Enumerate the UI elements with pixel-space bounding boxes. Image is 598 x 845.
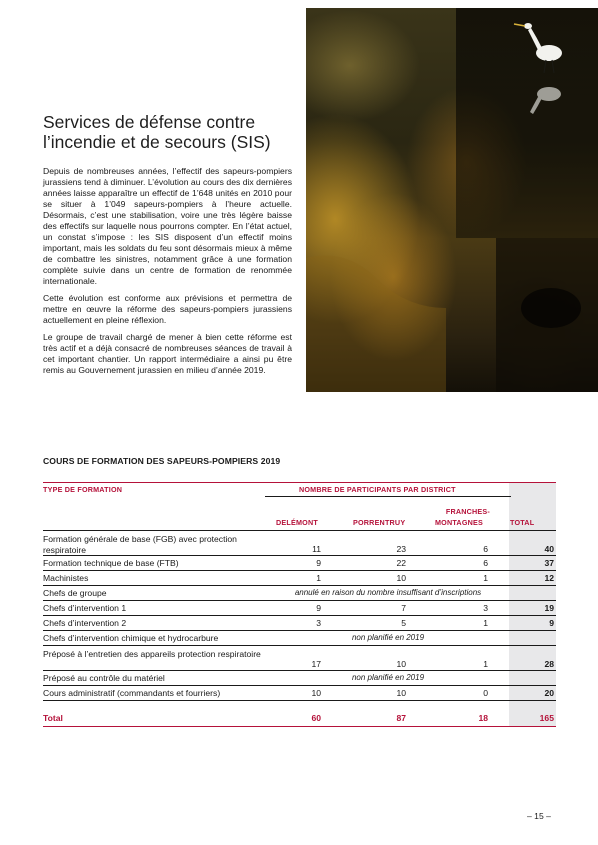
egret-photo xyxy=(306,8,598,392)
cell-porrentruy: 23 xyxy=(396,544,406,554)
cell-franches: 6 xyxy=(483,544,488,554)
table-row xyxy=(43,571,556,586)
row-label: Machinistes xyxy=(43,573,89,583)
cell-porrentruy: 22 xyxy=(396,558,406,568)
row-label: Chefs d’intervention chimique et hydrocarbure xyxy=(43,633,219,643)
row-note: non planifié en 2019 xyxy=(351,633,425,642)
row-note: non planifié en 2019 xyxy=(351,673,425,682)
cell-porrentruy: 10 xyxy=(396,688,406,698)
table-row xyxy=(43,631,556,646)
cell-porrentruy: 7 xyxy=(401,603,406,613)
row-label: Préposé au contrôle du matériel xyxy=(43,673,165,683)
table-row xyxy=(43,601,556,616)
cell-franches: 6 xyxy=(483,558,488,568)
row-note: annulé en raison du nombre insuffisant d’inscriptions xyxy=(294,588,482,597)
body-text xyxy=(43,166,292,382)
cell-franches: 1 xyxy=(483,659,488,669)
cell-franches: 0 xyxy=(483,688,488,698)
cell-porrentruy: 5 xyxy=(401,618,406,628)
paragraph: Cette évolution est conforme aux prévisions et permettra de mettre en œuvre la réforme des sapeurs-pompiers jurassiens actuellement en pleine réflexion. xyxy=(43,293,292,325)
cell-total: 20 xyxy=(544,688,554,698)
total-franches: 18 xyxy=(478,713,488,723)
table-row xyxy=(43,556,556,571)
cell-total: 9 xyxy=(549,618,554,628)
header-group: NOMBRE DE PARTICIPANTS PAR DISTRICT xyxy=(299,485,456,494)
training-table xyxy=(43,482,556,727)
header-porrentruy: PORRENTRUY xyxy=(353,518,406,527)
page-number: – 15 – xyxy=(527,811,551,821)
row-label: Chefs d’intervention 2 xyxy=(43,618,127,628)
cell-total: 12 xyxy=(544,573,554,583)
row-label: Cours administratif (commandants et fourriers) xyxy=(43,688,221,698)
table-total-row xyxy=(43,701,556,727)
cell-total: 28 xyxy=(544,659,554,669)
total-delemont: 60 xyxy=(311,713,321,723)
cell-porrentruy: 10 xyxy=(396,659,406,669)
table-row xyxy=(43,646,556,671)
page-title: Services de défense contre l’incendie et de secours (SIS) xyxy=(43,112,271,152)
cell-delemont: 1 xyxy=(316,573,321,583)
cell-franches: 1 xyxy=(483,618,488,628)
header-accent-rule xyxy=(43,482,556,483)
paragraph: Depuis de nombreuses années, l’effectif des sapeurs-pompiers jurassiens tend à diminuer. L’évolution au cours des dix dernières années laisse apparaître un effectif de 1’648 unités en 2010 pour se situer à 1’049 sapeurs-pompiers à l’heure actuelle. Désormais, c’est une stabilisation, voire une très légère baisse des effectifs sur laquelle nous pourrons compter. En l’état actuel, un constat s’impose : les SIS disposent d’un effectif moins important, mais les soldats du feu sont désormais mieux à même de combattre les sinistres, notamment grâce à une formation complète suivie dans un centre de formation de renommée internationale. xyxy=(43,166,292,286)
cell-franches: 3 xyxy=(483,603,488,613)
row-label: Chefs de groupe xyxy=(43,588,107,598)
row-label: Chefs d’intervention 1 xyxy=(43,603,127,613)
table-row xyxy=(43,671,556,686)
header-franches-1: FRANCHES- xyxy=(445,507,490,516)
header-delemont: DELÉMONT xyxy=(276,518,318,527)
cell-delemont: 9 xyxy=(316,603,321,613)
table-row xyxy=(43,686,556,701)
cell-delemont: 11 xyxy=(312,544,321,554)
header-group-rule xyxy=(265,496,511,497)
cell-porrentruy: 10 xyxy=(396,573,406,583)
table-title: COURS DE FORMATION DES SAPEURS-POMPIERS 2019 xyxy=(43,456,281,466)
paragraph: Le groupe de travail chargé de mener à bien cette réforme est très actif et a déjà consacré de nombreuses séances de travail à cet important chantier. Un rapport intermédiaire a ainsi pu être remis au Gouvernement jurassien en milieu d’année 2019. xyxy=(43,332,292,375)
cell-delemont: 10 xyxy=(311,688,321,698)
total-porrentruy: 87 xyxy=(396,713,406,723)
cell-total: 37 xyxy=(544,558,554,568)
cell-franches: 1 xyxy=(483,573,488,583)
total-label: Total xyxy=(43,713,63,723)
row-label: Formation générale de base (FGB) avec protection respiratoire xyxy=(43,534,237,555)
cell-delemont: 9 xyxy=(316,558,321,568)
table-row xyxy=(43,531,556,556)
cell-delemont: 3 xyxy=(316,618,321,628)
table-header xyxy=(43,482,556,531)
row-label: Préposé à l’entretien des appareils protection respiratoire xyxy=(43,649,261,659)
header-total: TOTAL xyxy=(510,518,535,527)
cell-total: 40 xyxy=(544,544,554,554)
table-row xyxy=(43,586,556,601)
header-franches-2: MONTAGNES xyxy=(435,518,483,527)
table-row xyxy=(43,616,556,631)
cell-delemont: 17 xyxy=(311,659,321,669)
cell-total: 19 xyxy=(544,603,554,613)
total-overall: 165 xyxy=(539,713,554,723)
egret-illustration xyxy=(306,8,598,392)
header-type: TYPE DE FORMATION xyxy=(43,485,123,494)
row-label: Formation technique de base (FTB) xyxy=(43,558,179,568)
